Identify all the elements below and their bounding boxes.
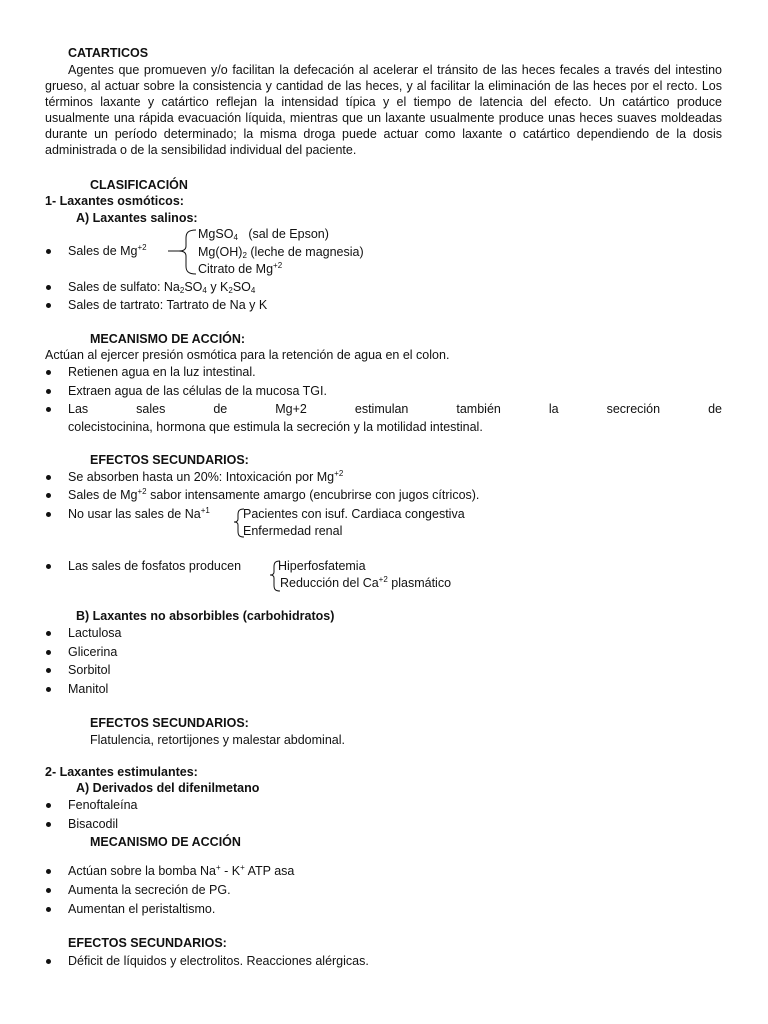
carbohydrate-item: Manitol: [68, 682, 109, 696]
bullet-icon: [46, 512, 51, 517]
side-effect-text: No usar las sales de Na: [68, 507, 201, 521]
bullet-icon: [46, 564, 51, 569]
bullet-icon: [46, 493, 51, 498]
bullet-icon: [46, 687, 51, 692]
mg-salts-text: Sales de Mg: [68, 244, 138, 258]
carbohydrate-side-effects-text: Flatulencia, retortijones y malestar abdominal.: [90, 733, 345, 747]
stimulant-mechanism-text: ATP asa: [244, 864, 295, 878]
tartrate-salts-item: Sales de tartrato: Tartrato de Na y K: [68, 298, 268, 312]
mg-option-sulfate-formula: MgSO: [198, 227, 234, 241]
bullet-icon: [46, 907, 51, 912]
side-effect-text: plasmático: [387, 576, 452, 590]
document-title: CATARTICOS: [68, 46, 149, 60]
sulfate-text: SO: [232, 280, 251, 294]
mg-option-citrate: [198, 261, 282, 277]
side-effect-sup: +2: [137, 487, 147, 496]
sulfate-sub: 2: [228, 286, 233, 295]
bullet-icon: [46, 631, 51, 636]
bullet-icon: [46, 389, 51, 394]
mechanism-item: Retienen agua en la luz intestinal.: [68, 365, 256, 379]
mg-option-citrate-sup: +2: [273, 261, 283, 270]
side-effect-item: [68, 469, 343, 485]
side-effect-item: [68, 487, 479, 503]
stimulant-mechanism-sup: +: [240, 863, 245, 872]
stimulant-mechanism-item: Aumenta la secreción de PG.: [68, 883, 231, 897]
side-effect-item: Las sales de fosfatos producen: [68, 559, 242, 573]
stimulant-side-effects-heading: EFECTOS SECUNDARIOS:: [68, 936, 227, 950]
mg-option-sulfate-note: (sal de Epson): [248, 227, 329, 241]
side-effect-text: Reducción del Ca: [280, 576, 379, 590]
side-effect-sup: +2: [378, 575, 388, 584]
bullet-icon: [46, 249, 51, 254]
mechanism-item-line: Las sales de Mg+2 estimulan también la secreción de: [68, 402, 722, 416]
bullet-icon: [46, 285, 51, 290]
side-effect-item: [68, 506, 210, 522]
side-effect-option: Pacientes con isuf. Cardiaca congestiva: [243, 507, 465, 521]
mechanism-text: Actúan al ejercer presión osmótica para la retención de agua en el colon.: [45, 348, 450, 362]
side-effect-option: Hiperfosfatemia: [278, 559, 366, 573]
mg-option-hydroxide: [198, 244, 364, 260]
mg-salts-sup: +2: [137, 243, 147, 252]
stimulant-mechanism-text: - K: [220, 864, 241, 878]
section-1b-heading: B) Laxantes no absorbibles (carbohidratos): [76, 609, 335, 623]
bullet-icon: [46, 803, 51, 808]
sulfate-sub: 2: [179, 286, 185, 295]
sulfate-text: y K: [206, 280, 229, 294]
stimulant-mechanism-text: Actúan sobre la bomba Na: [68, 864, 217, 878]
sulfate-sub: 4: [202, 286, 207, 295]
side-effect-option: Enfermedad renal: [243, 524, 343, 538]
section-1-heading: 1- Laxantes osmóticos:: [45, 194, 184, 208]
bullet-icon: [46, 888, 51, 893]
stimulant-item: Fenoftaleína: [68, 798, 138, 812]
carbohydrate-item: Glicerina: [68, 645, 118, 659]
mg-option-citrate-text: Citrato de Mg: [198, 262, 274, 276]
bullet-icon: [46, 822, 51, 827]
stimulant-side-effect-item: Déficit de líquidos y electrolitos. Reacciones alérgicas.: [68, 954, 369, 968]
side-effect-sup: +2: [334, 469, 344, 478]
stimulant-mechanism-heading: MECANISMO DE ACCIÓN: [90, 835, 241, 849]
mechanism-heading: MECANISMO DE ACCIÓN:: [90, 332, 246, 346]
section-2-heading: 2- Laxantes estimulantes:: [45, 765, 198, 779]
side-effect-text: sabor intensamente amargo (encubrirse con jugos cítricos).: [146, 488, 480, 502]
section-2a-heading: A) Derivados del difenilmetano: [76, 781, 260, 795]
side-effect-option: [280, 575, 451, 591]
side-effect-sup: +1: [200, 506, 210, 515]
section-1a-heading: A) Laxantes salinos:: [76, 211, 198, 225]
sulfate-sub: 4: [250, 286, 256, 295]
side-effect-text: Sales de Mg: [68, 488, 138, 502]
carbohydrate-item: Sorbitol: [68, 663, 111, 677]
mechanism-item-continuation: colecistocinina, hormona que estimula la secreción y la motilidad intestinal.: [68, 420, 483, 434]
carbohydrate-item: Lactulosa: [68, 626, 122, 640]
stimulant-item: Bisacodil: [68, 817, 119, 831]
sulfate-text: Sales de sulfato: Na: [68, 280, 180, 294]
mechanism-item: Extraen agua de las células de la mucosa TGI.: [68, 384, 327, 398]
stimulant-mechanism-item: Aumentan el peristaltismo.: [68, 902, 216, 916]
mg-option-hydroxide-formula: Mg(OH): [198, 245, 243, 259]
stimulant-mechanism-item: [68, 863, 294, 879]
bullet-icon: [46, 668, 51, 673]
bullet-icon: [46, 959, 51, 964]
bullet-icon: [46, 869, 51, 874]
bullet-icon: [46, 303, 51, 308]
bullet-icon: [46, 475, 51, 480]
mg-option-sulfate: [198, 226, 329, 242]
stimulant-mechanism-sup: +: [216, 863, 221, 872]
intro-paragraph: Agentes que promueven y/o facilitan la defecación al acelerar el tránsito de las heces fecales a través del intestino grueso, al actuar sobre la consistencia y cantidad de las heces, y al facilitar la eliminación de las heces por el recto. Los términos laxante y catártico reflejan la intensidad típica y el tiempo de latencia del efecto. Un catártico produce usualmente una rápida evacuación líquida, mientras que un laxante usualmente produce unas heces suaves moldeadas durante un período determinado; la misma droga puede actuar como laxante o catártico dependiendo de la dosis administrada o de la sensibilidad individual del paciente.: [45, 63, 722, 157]
bullet-icon: [46, 370, 51, 375]
mg-option-sulfate-sub: 4: [233, 233, 238, 242]
mg-salts-label: [68, 243, 147, 259]
side-effect-text: Se absorben hasta un 20%: Intoxicación por Mg: [68, 470, 335, 484]
bullet-icon: [46, 407, 51, 412]
brace-icon: [166, 228, 198, 276]
side-effects-heading: EFECTOS SECUNDARIOS:: [90, 453, 249, 467]
carbohydrate-side-effects-heading: EFECTOS SECUNDARIOS:: [90, 716, 249, 730]
sulfate-salts-item: [68, 279, 255, 295]
mg-option-hydroxide-note: (leche de magnesia): [250, 245, 364, 259]
clasificacion-heading: CLASIFICACIÓN: [90, 178, 188, 192]
bullet-icon: [46, 650, 51, 655]
mg-option-hydroxide-sub: 2: [242, 251, 247, 260]
sulfate-text: SO: [184, 280, 203, 294]
